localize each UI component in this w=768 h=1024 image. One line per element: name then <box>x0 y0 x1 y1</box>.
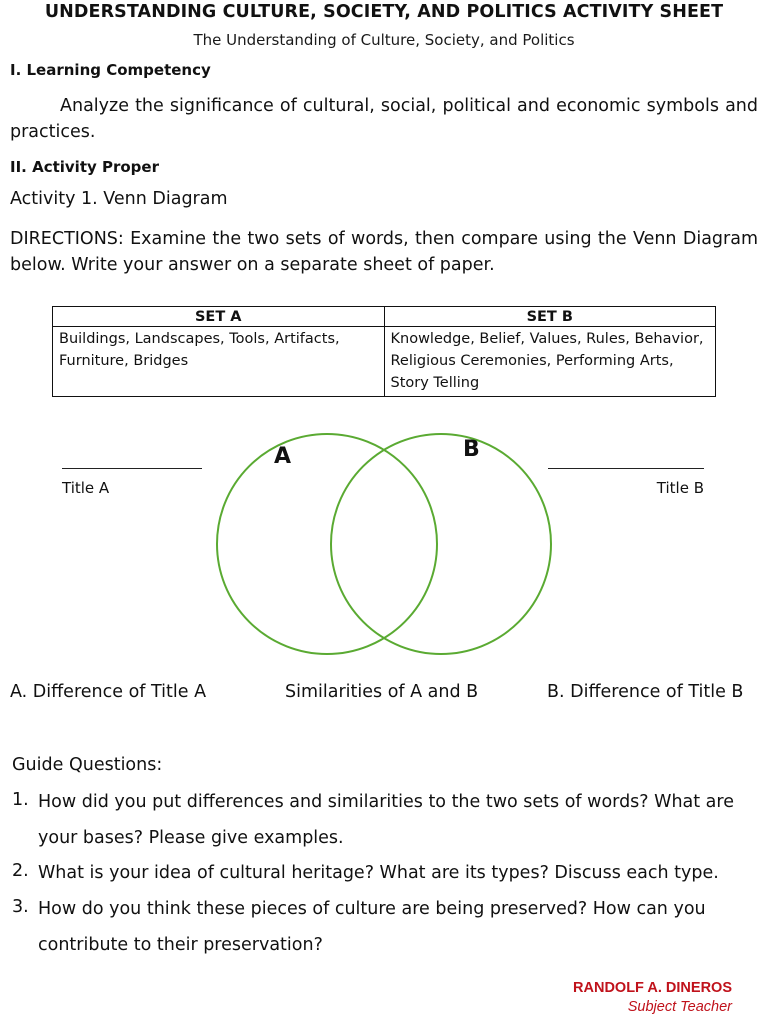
question-3-number: 3. <box>12 897 29 917</box>
similarities-label: Similarities of A and B <box>285 682 479 702</box>
table-row <box>53 327 716 397</box>
set-a-header: SET A <box>53 307 385 327</box>
venn-label-a: A <box>274 444 292 469</box>
sets-table <box>52 306 716 397</box>
sheet-title: UNDERSTANDING CULTURE, SOCIETY, AND POLITICS ACTIVITY SHEET <box>44 2 724 22</box>
table-header-row <box>53 307 716 327</box>
teacher-role: Subject Teacher <box>627 999 732 1015</box>
difference-a-label: A. Difference of Title A <box>10 682 207 702</box>
activity-heading: II. Activity Proper <box>10 158 159 176</box>
question-2-number: 2. <box>12 861 29 881</box>
venn-diagram <box>0 410 768 670</box>
title-a-blank <box>62 468 202 469</box>
venn-label-b: B <box>463 437 480 462</box>
set-a-cell: Buildings, Landscapes, Tools, Artifacts, Furniture, Bridges <box>53 327 385 397</box>
directions-text: DIRECTIONS: Examine the two sets of words, then compare using the Venn Diagram below. Write your answer on a separate sheet of paper. <box>10 229 758 275</box>
competency-text: Analyze the significance of cultural, social, political and economic symbols and practices. <box>10 96 758 142</box>
set-b-header: SET B <box>384 307 716 327</box>
activity-name: Activity 1. Venn Diagram <box>10 189 228 209</box>
title-b-blank <box>548 468 704 469</box>
difference-b-label: B. Difference of Title B <box>547 682 744 702</box>
question-1-number: 1. <box>12 790 29 810</box>
guide-heading: Guide Questions: <box>12 755 163 775</box>
set-b-cell: Knowledge, Belief, Values, Rules, Behavior, Religious Ceremonies, Performing Arts, Story Telling <box>384 327 716 397</box>
question-2-text: What is your idea of cultural heritage? What are its types? Discuss each type. <box>38 863 719 883</box>
title-a-label: Title A <box>62 479 110 497</box>
teacher-name: RANDOLF A. DINEROS <box>573 980 732 996</box>
title-b-label: Title B <box>656 479 704 497</box>
sheet-subtitle: The Understanding of Culture, Society, and Politics <box>193 31 575 49</box>
competency-heading: I. Learning Competency <box>10 61 211 79</box>
question-3-text: How do you think these pieces of culture are being preserved? How can you contribute to their preservation? <box>38 899 706 955</box>
venn-circle-a <box>217 434 437 654</box>
question-1-text: How did you put differences and similarities to the two sets of words? What are your bases? Please give examples. <box>38 792 734 848</box>
venn-circle-b <box>331 434 551 654</box>
